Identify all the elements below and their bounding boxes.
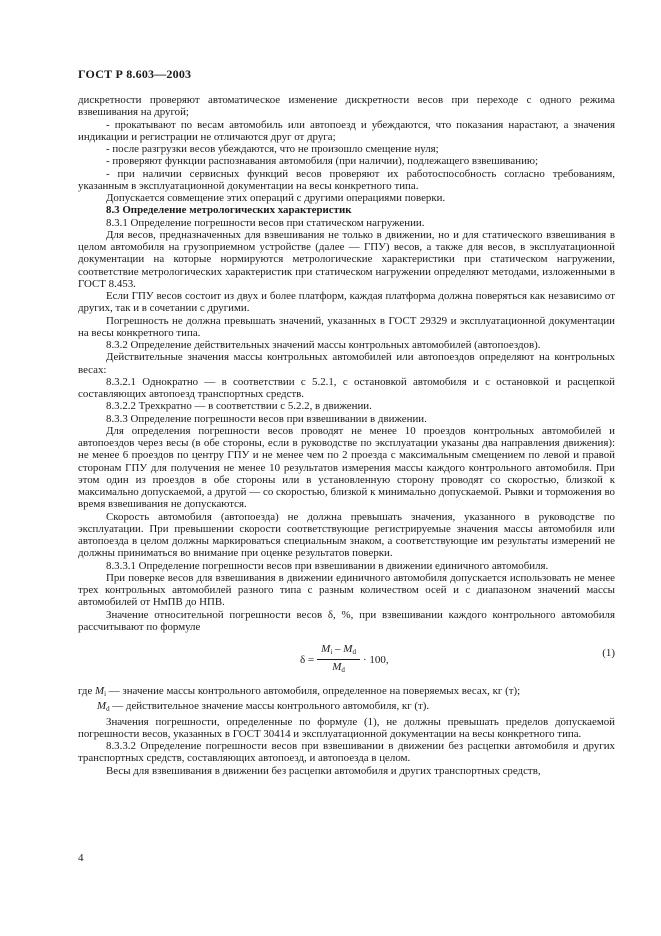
paragraph: Значения погрешности, определенные по формуле (1), не должны превышать пределов допускаемой погрешности весов, указанных в ГОСТ 30414 и эксплуатационной документации на весы конкретного типа. xyxy=(78,715,615,740)
formula-symbol: M xyxy=(343,643,353,655)
legend-text: — значение массы контрольного автомобиля, определенное на поверяемых весах, кг (т); xyxy=(106,685,521,697)
paragraph: Для весов, предназначенных для взвешивания не только в движении, но и для статического взвешивания в целом автомобиля на грузоприемном устройстве (далее — ГПУ) весов, а также для весов, в эксплуатационной документации на которые нормируются метрологические характеристики при статическом нагружении, соответствие метрологических характеристик при статическом нагружении определяют методами, изложенными в ГОСТ 8.453. xyxy=(78,228,615,290)
page-number: 4 xyxy=(78,852,84,864)
standard-header: ГОСТ Р 8.603—2003 xyxy=(78,67,192,81)
legend-subscript: i xyxy=(104,690,107,698)
legend-subscript: d xyxy=(106,705,110,714)
paragraph: Допускается совмещение этих операций с другими операциями поверки. xyxy=(106,192,446,204)
paragraph: Скорость автомобиля (автопоезда) не должна превышать значения, указанного в руководстве по эксплуатации. При превышении скорости соответствующие регистрируемые значения массы автомобиля или автопоезда в целом должны маркироваться специальным знаком, а соответствующие им результаты измерений не должны приниматься во внимание при оценке результатов поверки. xyxy=(78,510,615,560)
subsection-heading: 8.3.3.2 Определение погрешности весов при взвешивании в движении без расцепки автомобиля и других транспортных средств, составляющих автопоезд, и автопоезда в целом. xyxy=(78,740,615,765)
equation-number: (1) xyxy=(602,647,615,659)
paragraph: Погрешность не должна превышать значений, указанных в ГОСТ 29329 и эксплуатационной документации на весы конкретного типа. xyxy=(78,314,615,339)
formula-operator: – xyxy=(332,643,344,655)
list-item: - при наличии сервисных функций весов проверяют их работоспособность согласно требованиям, указанным в эксплуатационной документации на весы конкретного типа. xyxy=(78,167,615,192)
paragraph: 8.3.2.2 Трехкратно — в соответствии с 5.2.2, в движении. xyxy=(106,400,372,413)
formula-expression xyxy=(300,643,389,677)
paragraph: дискретности проверяют автоматическое изменение дискретности весов при переходе с одного режима взвешивания на другой; xyxy=(78,94,615,119)
formula-legend-md xyxy=(78,700,615,715)
formula-subscript: i xyxy=(330,648,333,656)
formula-numerator xyxy=(317,643,360,660)
paragraph: Для определения погрешности весов проводят не менее 10 проездов контрольных автомобилей и автопоездов через весы (в обе стороны, если в руководстве по эксплуатации указаны два направления движения): не менее 6 проездов по центру ГПУ и не менее чем по 2 проезда с максимальным смещением по левой и правой сторонам ГПУ для получения не менее 10 результатов измерения массы каждого контрольного автомобиля. При этом один из проездов в обе стороны или в установленную сторону проводят со скоростью, близкой к максимально допускаемой, а другой — со скоростью, близкой к минимально допускаемой. Рывки и торможения во время взвешивания не допускаются. xyxy=(78,424,615,511)
formula-symbol: M xyxy=(321,643,331,655)
legend-symbol: M xyxy=(97,700,107,713)
formula-legend-mi xyxy=(78,685,615,700)
paragraph: 8.3.2.1 Однократно — в соответствии с 5.2.1, с остановкой автомобиля и с остановкой и расцепкой составляющих автопоезд транспортных средств. xyxy=(78,375,615,400)
list-item: - прокатывают по весам автомобиль или автопоезд и убеждаются, что показания нарастают, а значения индикации и регистрации не отличаются друг от друга; xyxy=(78,118,615,143)
subsection-heading: 8.3.3.1 Определение погрешности весов при взвешивании в движении единичного автомобиля. xyxy=(106,559,549,572)
body-text xyxy=(78,94,615,777)
paragraph: Действительные значения массы контрольных автомобилей или автопоездов определяют на контрольных весах: xyxy=(78,351,615,376)
formula-symbol: M xyxy=(332,661,342,674)
paragraph: При поверке весов для взвешивания в движении единичного автомобиля допускается использовать не менее трех контрольных автомобилей разного типа с разным количеством осей и с диапазоном значений массы автомобилей от НмПВ до НПВ. xyxy=(78,571,615,609)
legend-symbol: M xyxy=(95,685,105,697)
formula-fraction xyxy=(317,643,360,677)
paragraph: Если ГПУ весов состоит из двух и более платформ, каждая платформа должна поверяться как независимо от других, так и в сочетании с другими. xyxy=(78,290,615,315)
formula-lhs: δ = xyxy=(300,653,315,666)
formula-tail: · 100, xyxy=(362,653,389,666)
formula-subscript: d xyxy=(341,666,345,675)
list-item: - проверяют функции распознавания автомобиля (при наличии), подлежащего взвешиванию; xyxy=(106,155,539,168)
legend-text: — действительное значение массы контрольного автомобиля, кг (т). xyxy=(109,700,430,713)
paragraph: Значение относительной погрешности весов δ, %, при взвешивании каждого контрольного автомобиля рассчитывают по формуле xyxy=(78,608,615,633)
formula-denominator xyxy=(332,660,345,676)
section-heading: 8.3 Определение метрологических характеристик xyxy=(106,204,352,217)
legend-prefix: где xyxy=(78,685,93,697)
subsection-heading: 8.3.1 Определение погрешности весов при статическом нагружении. xyxy=(106,216,425,229)
list-item: - после разгрузки весов убеждаются, что не произошло смещение нуля; xyxy=(106,143,439,155)
formula-subscript: d xyxy=(352,648,356,656)
subsection-heading: 8.3.3 Определение погрешности весов при взвешивании в движении. xyxy=(106,412,427,425)
paragraph: Весы для взвешивания в движении без расцепки автомобиля и других транспортных средств, xyxy=(106,764,541,777)
formula-1 xyxy=(78,641,615,679)
subsection-heading: 8.3.2 Определение действительных значений массы контрольных автомобилей (автопоездов). xyxy=(106,339,541,351)
